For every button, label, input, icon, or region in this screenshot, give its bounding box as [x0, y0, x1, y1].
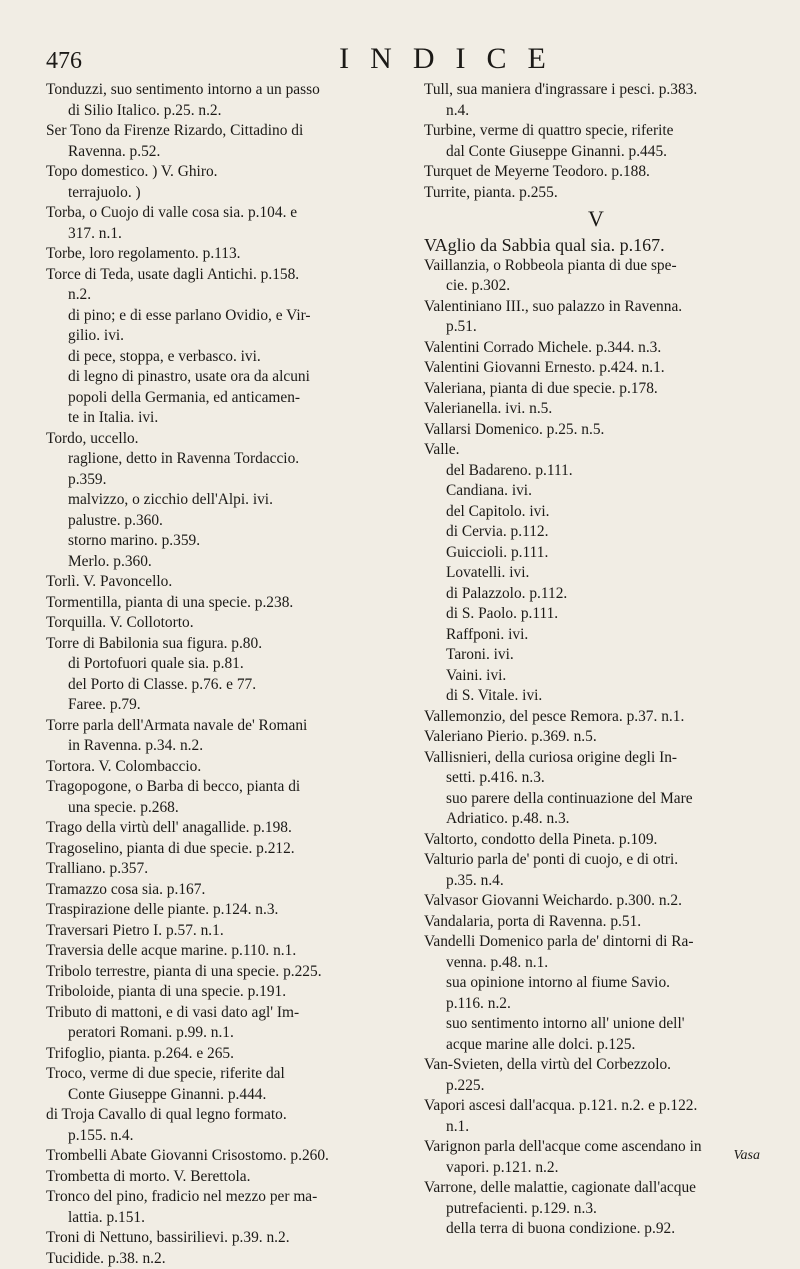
index-entry-line: Valentini Giovanni Ernesto. p.424. n.1.: [424, 358, 768, 379]
index-entry-line: Taroni. ivi.: [424, 645, 768, 666]
index-entry-line: Conte Giuseppe Ginanni. p.444.: [46, 1085, 412, 1106]
index-entry-line: Vaini. ivi.: [424, 666, 768, 687]
index-entry-line: di S. Paolo. p.111.: [424, 604, 768, 625]
index-entry-line: Valentiniano III., suo palazzo in Ravenna.: [424, 297, 768, 318]
index-entry-line: Traversari Pietro I. p.57. n.1.: [46, 921, 412, 942]
index-entry-line: Valvasor Giovanni Weichardo. p.300. n.2.: [424, 891, 768, 912]
index-entry-line: in Ravenna. p.34. n.2.: [46, 736, 412, 757]
index-entry-line: venna. p.48. n.1.: [424, 953, 768, 974]
index-entry-line: Tonduzzi, suo sentimento intorno a un passo: [46, 80, 412, 101]
index-entry-line: Lovatelli. ivi.: [424, 563, 768, 584]
index-entry-line: Ser Tono da Firenze Rizardo, Cittadino di: [46, 121, 412, 142]
right-index-column: [424, 80, 768, 1240]
index-entry-line: di Silio Italico. p.25. n.2.: [46, 101, 412, 122]
index-entry-line: Tucidide. p.38. n.2.: [46, 1249, 412, 1269]
index-entry-line: Traspirazione delle piante. p.124. n.3.: [46, 900, 412, 921]
index-entry-line: p.116. n.2.: [424, 994, 768, 1015]
page-number: 476: [46, 48, 82, 75]
index-entry-line: VAglio da Sabbia qual sia. p.167.: [424, 235, 768, 256]
index-entry-line: Tormentilla, pianta di una specie. p.238.: [46, 593, 412, 614]
index-entry-line: p.51.: [424, 317, 768, 338]
index-entry-line: di Portofuori quale sia. p.81.: [46, 654, 412, 675]
index-entry-line: di pino; e di esse parlano Ovidio, e Vir-: [46, 306, 412, 327]
index-entry-line: acque marine alle dolci. p.125.: [424, 1035, 768, 1056]
index-entry-line: Faree. p.79.: [46, 695, 412, 716]
index-entry-line: una specie. p.268.: [46, 798, 412, 819]
index-entry-line: Trago della virtù dell' anagallide. p.198.: [46, 818, 412, 839]
left-index-column: [46, 80, 412, 1269]
index-entry-line: raglione, detto in Ravenna Tordaccio.: [46, 449, 412, 470]
index-entry-line: Tramazzo cosa sia. p.167.: [46, 880, 412, 901]
index-entry-line: 317. n.1.: [46, 224, 412, 245]
index-entry-line: storno marino. p.359.: [46, 531, 412, 552]
index-entry-line: Tull, sua maniera d'ingrassare i pesci. p.383.: [424, 80, 768, 101]
index-entry-line: Tralliano. p.357.: [46, 859, 412, 880]
index-entry-line: Ravenna. p.52.: [46, 142, 412, 163]
index-entry-line: Vaillanzia, o Robbeola pianta di due spe-: [424, 256, 768, 277]
index-entry-line: Candiana. ivi.: [424, 481, 768, 502]
index-entry-line: Traversia delle acque marine. p.110. n.1.: [46, 941, 412, 962]
index-entry-line: Troco, verme di due specie, riferite dal: [46, 1064, 412, 1085]
index-entry-line: Varrone, delle malattie, cagionate dall'acque: [424, 1178, 768, 1199]
index-entry-line: Torba, o Cuojo di valle cosa sia. p.104. e: [46, 203, 412, 224]
index-entry-line: peratori Romani. p.99. n.1.: [46, 1023, 412, 1044]
index-entry-line: Adriatico. p.48. n.3.: [424, 809, 768, 830]
index-entry-line: della terra di buona condizione. p.92.: [424, 1219, 768, 1240]
index-entry-line: Torlì. V. Pavoncello.: [46, 572, 412, 593]
index-entry-line: Triboloide, pianta di una specie. p.191.: [46, 982, 412, 1003]
index-entry-line: suo sentimento intorno all' unione dell': [424, 1014, 768, 1035]
index-entry-line: V: [424, 203, 768, 235]
index-entry-line: vapori. p.121. n.2.: [424, 1158, 768, 1179]
index-entry-line: Valeriano Pierio. p.369. n.5.: [424, 727, 768, 748]
index-entry-line: di Cervia. p.112.: [424, 522, 768, 543]
index-entry-line: malvizzo, o zicchio dell'Alpi. ivi.: [46, 490, 412, 511]
index-entry-line: Tronco del pino, fradicio nel mezzo per ma-: [46, 1187, 412, 1208]
index-entry-line: palustre. p.360.: [46, 511, 412, 532]
index-entry-line: Turrite, pianta. p.255.: [424, 183, 768, 204]
index-entry-line: gilio. ivi.: [46, 326, 412, 347]
index-entry-line: Tragoselino, pianta di due specie. p.212.: [46, 839, 412, 860]
index-entry-line: del Badareno. p.111.: [424, 461, 768, 482]
index-entry-line: Vapori ascesi dall'acqua. p.121. n.2. e p.122.: [424, 1096, 768, 1117]
index-entry-line: Vallisnieri, della curiosa origine degli In-: [424, 748, 768, 769]
index-entry-line: n.2.: [46, 285, 412, 306]
index-entry-line: Topo domestico. ) V. Ghiro.: [46, 162, 412, 183]
index-entry-line: Tribolo terrestre, pianta di una specie. p.225.: [46, 962, 412, 983]
index-entry-line: Torbe, loro regolamento. p.113.: [46, 244, 412, 265]
index-entry-line: dal Conte Giuseppe Ginanni. p.445.: [424, 142, 768, 163]
index-entry-line: Tortora. V. Colombaccio.: [46, 757, 412, 778]
index-entry-line: di pece, stoppa, e verbasco. ivi.: [46, 347, 412, 368]
index-entry-line: di Troja Cavallo di qual legno formato.: [46, 1105, 412, 1126]
index-entry-line: Trifoglio, pianta. p.264. e 265.: [46, 1044, 412, 1065]
index-entry-line: p.35. n.4.: [424, 871, 768, 892]
index-entry-line: te in Italia. ivi.: [46, 408, 412, 429]
index-entry-line: Torce di Teda, usate dagli Antichi. p.158.: [46, 265, 412, 286]
catchword: Vasa: [734, 1148, 760, 1164]
index-entry-line: n.4.: [424, 101, 768, 122]
index-entry-line: popoli della Germania, ed anticamen-: [46, 388, 412, 409]
index-entry-line: Valentini Corrado Michele. p.344. n.3.: [424, 338, 768, 359]
index-entry-line: di Palazzolo. p.112.: [424, 584, 768, 605]
index-entry-line: Valtorto, condotto della Pineta. p.109.: [424, 830, 768, 851]
index-entry-line: setti. p.416. n.3.: [424, 768, 768, 789]
index-entry-line: Turbine, verme di quattro specie, riferite: [424, 121, 768, 142]
index-entry-line: del Capitolo. ivi.: [424, 502, 768, 523]
index-entry-line: lattia. p.151.: [46, 1208, 412, 1229]
index-entry-line: Merlo. p.360.: [46, 552, 412, 573]
index-entry-line: Varignon parla dell'acque come ascendano in: [424, 1137, 768, 1158]
index-entry-line: Van-Svieten, della virtù del Corbezzolo.: [424, 1055, 768, 1076]
index-entry-line: Vallarsi Domenico. p.25. n.5.: [424, 420, 768, 441]
index-entry-line: Trombelli Abate Giovanni Crisostomo. p.260.: [46, 1146, 412, 1167]
index-entry-line: terrajuolo. ): [46, 183, 412, 204]
index-entry-line: Tordo, uccello.: [46, 429, 412, 450]
index-entry-line: del Porto di Classe. p.76. e 77.: [46, 675, 412, 696]
index-entry-line: sua opinione intorno al fiume Savio.: [424, 973, 768, 994]
index-entry-line: Tributo di mattoni, e di vasi dato agl' Im-: [46, 1003, 412, 1024]
index-entry-line: Turquet de Meyerne Teodoro. p.188.: [424, 162, 768, 183]
index-entry-line: Guiccioli. p.111.: [424, 543, 768, 564]
index-entry-line: p.225.: [424, 1076, 768, 1097]
index-entry-line: Vandalaria, porta di Ravenna. p.51.: [424, 912, 768, 933]
index-entry-line: Troni di Nettuno, bassirilievi. p.39. n.2.: [46, 1228, 412, 1249]
index-entry-line: Valerianella. ivi. n.5.: [424, 399, 768, 420]
index-entry-line: di S. Vitale. ivi.: [424, 686, 768, 707]
index-entry-line: Vandelli Domenico parla de' dintorni di Ra-: [424, 932, 768, 953]
index-entry-line: Raffponi. ivi.: [424, 625, 768, 646]
index-entry-line: putrefacienti. p.129. n.3.: [424, 1199, 768, 1220]
index-entry-line: Torre di Babilonia sua figura. p.80.: [46, 634, 412, 655]
index-entry-line: Torre parla dell'Armata navale de' Romani: [46, 716, 412, 737]
index-entry-line: n.1.: [424, 1117, 768, 1138]
index-entry-line: Valle.: [424, 440, 768, 461]
page-header: [46, 40, 760, 78]
index-entry-line: Tragopogone, o Barba di becco, pianta di: [46, 777, 412, 798]
index-entry-line: di legno di pinastro, usate ora da alcuni: [46, 367, 412, 388]
index-entry-line: Valeriana, pianta di due specie. p.178.: [424, 379, 768, 400]
index-entry-line: p.359.: [46, 470, 412, 491]
index-entry-line: p.155. n.4.: [46, 1126, 412, 1147]
index-entry-line: suo parere della continuazione del Mare: [424, 789, 768, 810]
index-entry-line: Torquilla. V. Collotorto.: [46, 613, 412, 634]
index-entry-line: Vallemonzio, del pesce Remora. p.37. n.1.: [424, 707, 768, 728]
index-entry-line: cie. p.302.: [424, 276, 768, 297]
index-entry-line: Trombetta di morto. V. Berettola.: [46, 1167, 412, 1188]
index-entry-line: Valturio parla de' ponti di cuojo, e di otri.: [424, 850, 768, 871]
running-title: INDICE: [146, 42, 760, 76]
